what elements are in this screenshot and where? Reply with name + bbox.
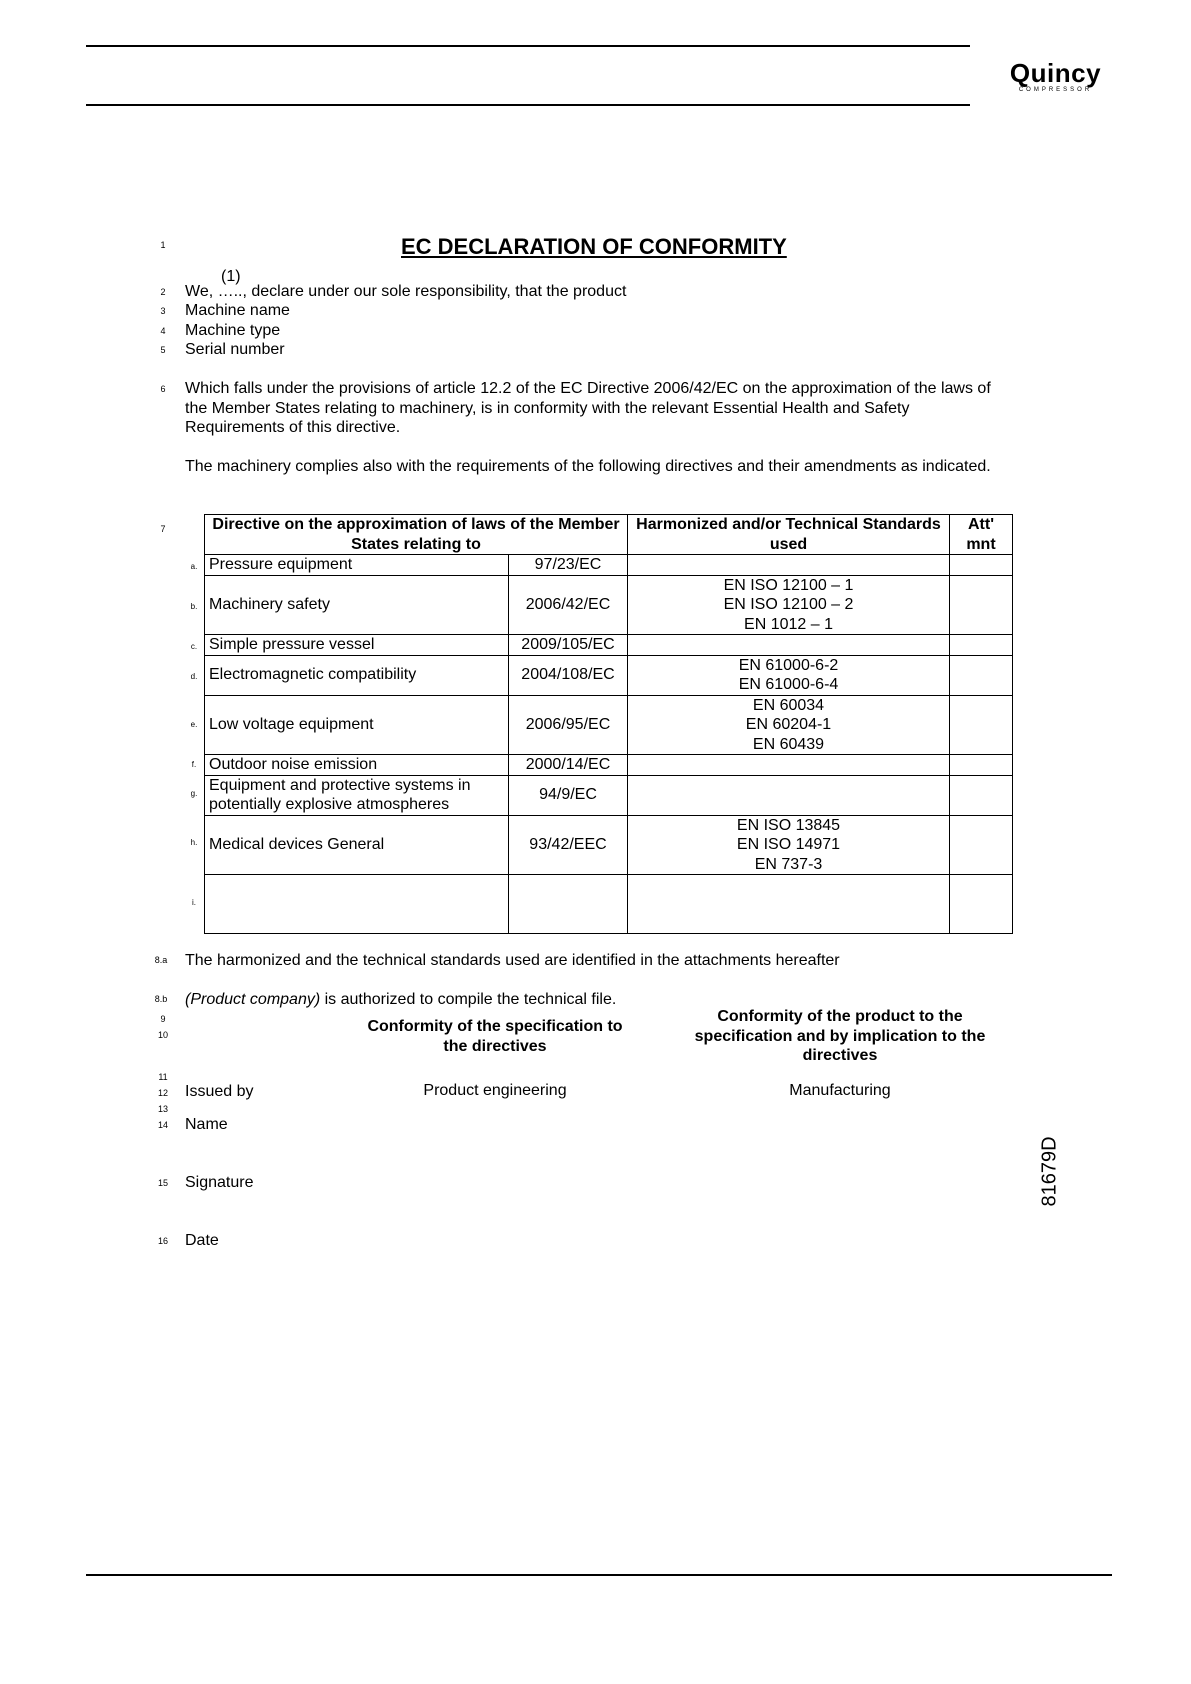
directive-name: Pressure equipment <box>205 555 509 576</box>
standard-item: EN 60034 <box>752 696 825 714</box>
authorized-text <box>185 990 616 1010</box>
declaration-we-line: We, ….., declare under our sole responsibility, that the product <box>185 283 627 300</box>
directive-column-header: Directive on the approximation of laws of the Member States relating to <box>205 515 628 555</box>
table-row <box>205 655 1013 695</box>
row-label: e. <box>190 720 198 729</box>
standard-item: EN 60204-1 <box>745 716 832 733</box>
footnote-mark: (1) <box>221 268 241 285</box>
standard-item: EN 61000-6-4 <box>738 676 839 693</box>
directive-name: Electromagnetic compatibility <box>205 655 509 695</box>
directive-code: 94/9/EC <box>509 775 628 815</box>
directive-name <box>205 875 509 934</box>
product-engineering-label: Product engineering <box>423 1082 567 1099</box>
attachment-cell <box>950 815 1013 875</box>
standard-item: EN ISO 12100 – 2 <box>723 596 854 613</box>
machine-name-label: Machine name <box>185 302 290 319</box>
line-number: 7 <box>160 524 166 534</box>
table-row <box>205 875 1013 934</box>
table-row <box>205 755 1013 776</box>
attachment-cell <box>950 695 1013 755</box>
directive-code <box>509 875 628 934</box>
standards-cell <box>628 635 950 656</box>
line-number: 3 <box>160 306 166 316</box>
harmonized-standards-text: The harmonized and the technical standards used are identified in the attachments hereafter <box>185 952 840 969</box>
directive-code: 2000/14/EC <box>509 755 628 776</box>
attachment-cell <box>950 875 1013 934</box>
line-number: 12 <box>157 1088 168 1098</box>
row-label: f. <box>191 760 197 769</box>
line-number: 6 <box>160 384 166 394</box>
table-row <box>205 775 1013 815</box>
directive-name: Outdoor noise emission <box>205 755 509 776</box>
provisions-paragraph: Which falls under the provisions of article 12.2 of the EC Directive 2006/42/EC on the approximation of the laws of the Member States relating to machinery, is in conformity with the relevant Essential Health and Safety Requirements of this directive. <box>185 380 991 436</box>
standard-item: EN 1012 – 1 <box>744 615 833 633</box>
row-label: d. <box>190 672 198 681</box>
line-number: 10 <box>157 1030 168 1040</box>
date-label: Date <box>185 1232 219 1249</box>
standard-item: EN 60439 <box>752 735 825 753</box>
standard-item: EN ISO 13845 <box>736 816 841 834</box>
line-number: 13 <box>157 1104 168 1114</box>
signature-label: Signature <box>185 1174 254 1191</box>
logo-main-text: Quincy <box>1009 58 1102 88</box>
table-header-row <box>205 515 1013 555</box>
table-row <box>205 815 1013 875</box>
standards-cell <box>628 575 950 635</box>
attachment-cell <box>950 755 1013 776</box>
row-label: h. <box>190 838 198 847</box>
standards-cell <box>628 875 950 934</box>
directive-name: Medical devices General <box>205 815 509 875</box>
attachment-cell <box>950 575 1013 635</box>
attachment-cell <box>950 555 1013 576</box>
attachment-cell <box>950 655 1013 695</box>
line-number: 14 <box>157 1120 168 1130</box>
document-number: 81679D <box>1038 1136 1061 1207</box>
spec-conformity-header: Conformity of the specification to the directives <box>367 1018 623 1055</box>
logo-sub-text: COMPRESSOR <box>1018 87 1093 93</box>
header-rule-top <box>86 45 970 47</box>
name-label: Name <box>185 1116 228 1133</box>
product-company-placeholder: (Product company) <box>185 991 321 1008</box>
line-number: 8.a <box>154 955 168 965</box>
standard-item: EN ISO 14971 <box>736 836 841 853</box>
directive-code: 2006/42/EC <box>509 575 628 635</box>
directive-code: 2004/108/EC <box>509 655 628 695</box>
page-title: EC DECLARATION OF CONFORMITY <box>401 234 787 259</box>
header-rule-bottom <box>86 104 970 106</box>
line-number: 15 <box>157 1178 168 1188</box>
directive-name: Simple pressure vessel <box>205 635 509 656</box>
issued-by-label: Issued by <box>185 1083 254 1100</box>
directive-code: 97/23/EC <box>509 555 628 576</box>
line-number: 11 <box>158 1072 168 1082</box>
table-row <box>205 695 1013 755</box>
standard-item: EN 737-3 <box>754 855 823 873</box>
row-label: b. <box>190 602 198 611</box>
line-number: 1 <box>160 240 166 250</box>
directive-code: 2009/105/EC <box>509 635 628 656</box>
standards-cell <box>628 555 950 576</box>
line-number: 8.b <box>154 994 168 1004</box>
standards-cell <box>628 695 950 755</box>
directives-table <box>204 514 1013 934</box>
footer-rule <box>86 1574 1112 1576</box>
manufacturing-label: Manufacturing <box>789 1082 891 1099</box>
standard-item: EN ISO 12100 – 1 <box>723 576 854 594</box>
row-label: g. <box>190 789 198 798</box>
product-conformity-header: Conformity of the product to the specification and by implication to the directives <box>694 1008 986 1064</box>
row-label: i. <box>192 898 196 907</box>
attachment-cell <box>950 635 1013 656</box>
standards-column-header: Harmonized and/or Technical Standards used <box>628 515 950 555</box>
standards-cell <box>628 655 950 695</box>
directive-name: Low voltage equipment <box>205 695 509 755</box>
directive-code: 2006/95/EC <box>509 695 628 755</box>
table-row <box>205 555 1013 576</box>
line-number: 9 <box>160 1014 166 1024</box>
quincy-logo <box>998 60 1113 94</box>
directive-name: Equipment and protective systems in potentially explosive atmospheres <box>205 775 509 815</box>
line-number: 16 <box>157 1236 168 1246</box>
table-row <box>205 635 1013 656</box>
line-number: 2 <box>160 287 166 297</box>
directive-code: 93/42/EEC <box>509 815 628 875</box>
row-label: c. <box>190 642 198 651</box>
complies-paragraph: The machinery complies also with the requirements of the following directives and their amendments as indicated. <box>185 458 991 475</box>
table-row <box>205 575 1013 635</box>
standards-cell <box>628 755 950 776</box>
directive-name: Machinery safety <box>205 575 509 635</box>
line-number: 5 <box>160 345 166 355</box>
row-label: a. <box>190 562 198 571</box>
standards-cell <box>628 815 950 875</box>
standards-cell <box>628 775 950 815</box>
line-number: 4 <box>160 326 166 336</box>
machine-type-label: Machine type <box>185 322 281 339</box>
standard-item: EN 61000-6-2 <box>738 656 839 674</box>
attachment-cell <box>950 775 1013 815</box>
serial-number-label: Serial number <box>185 341 285 358</box>
authorized-text-rest: is authorized to compile the technical file. <box>320 991 617 1008</box>
attachment-column-header: Att' mnt <box>950 515 1013 555</box>
